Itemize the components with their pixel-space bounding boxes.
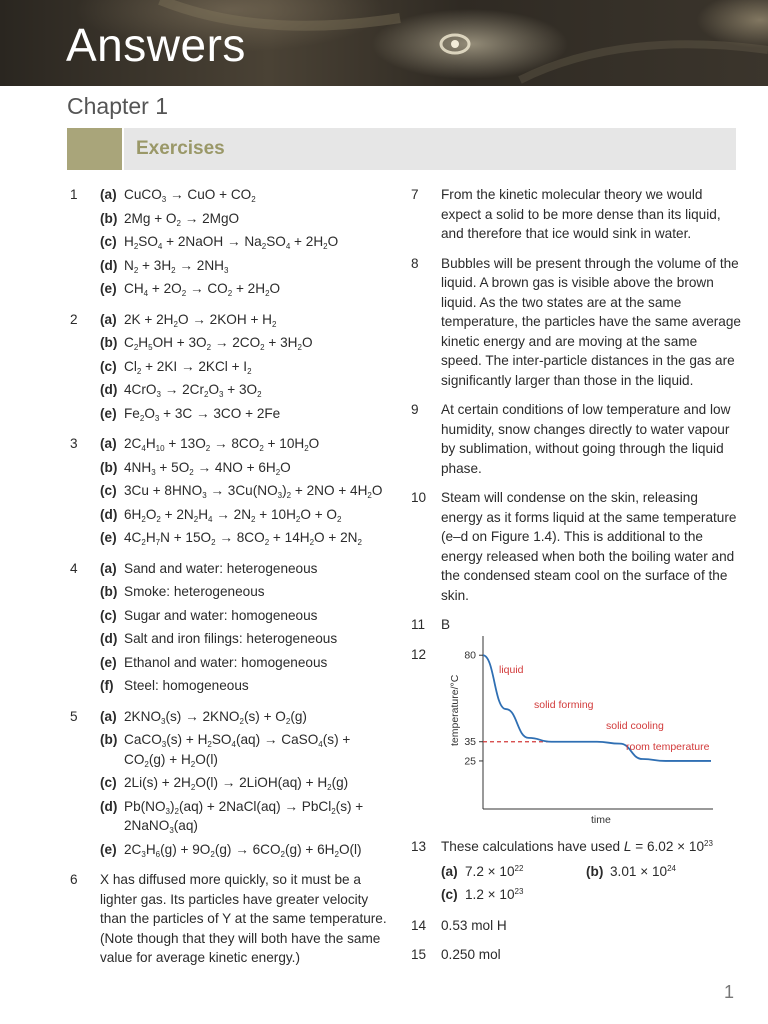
section-title: Exercises [136,138,225,159]
answer-text: $C_2H_5OH + 3O_2 \to 2CO_2 + 3H_2O$ [124,335,313,352]
y-tick-label: 35 [464,736,476,749]
question-number: 5 [70,708,78,724]
question-number: 7 [411,187,419,202]
question-13 [411,837,741,909]
question-8 [411,254,741,391]
part-label: (b) [100,584,118,599]
question-10 [411,488,741,605]
annotation-liquid: liquid [499,664,524,676]
answer-text: $Cl_2 + 2KI \to 2KCl + I_2$ [124,358,252,376]
part-label: (c) [100,358,117,374]
answer-text: $4C_2H_7N + 15O_2 \to 8CO_2 + 14H_2O + 2N_2$ [124,530,362,547]
question-number: 8 [411,255,419,271]
answer-text: $2C_4H_{10} + 13O_2 \to 8CO_2 + 10H_2O$ [124,436,320,453]
intro-text: These calculations have used [441,839,621,854]
question-number: 10 [411,490,427,505]
question-number: 9 [411,402,419,417]
answer-text: $2C_3H_6(g) + 9O_2(g) \to 6CO_2(g) + 6H_2O(l)$ [124,841,362,859]
answer-text: 0.250 mol [441,947,501,962]
part-label: (b) [100,335,118,350]
page-title: Answers [66,19,246,71]
answer-text: $N_2 + 3H_2 \to 2NH_3$ [124,257,229,275]
question-number: 11 [411,617,426,632]
part-label: (a) [100,436,117,451]
answer-text: $1.2 \times 10^{23}$ [465,887,524,902]
question-number: 4 [70,560,78,576]
answer-text: $Pb(NO_3)_2(aq)$ + 2NaCl(aq) → PbCl$_2$(s) + 2NaNO$_3$(aq) [124,798,364,835]
part-label: (a) [100,560,117,576]
answer-text: $2KNO_3(s) \to 2KNO_2(s) + O_2(g)$ [124,708,307,726]
cooling-curve-chart [441,626,731,832]
question-3 [70,434,390,552]
answer-text: Sand and water: heterogeneous [124,560,318,576]
part-label: (d) [100,798,118,814]
y-axis-label: temperature/°C [449,674,461,746]
question-number: 15 [411,947,427,962]
answer-text: 0.53 mol H [441,917,507,933]
answer-text: Steel: homogeneous [124,678,249,693]
answer-text: Smoke: heterogeneous [124,584,265,599]
question-number: 12 [411,646,427,662]
question-7 [411,185,741,244]
answer-text: At certain conditions of low temperature and low humidity, snow changes directly to water vapour by sublimation, without going through the liquid phase. [441,402,731,476]
part-label: (b) [586,863,604,879]
answer-text: Salt and iron filings: heterogeneous [124,631,338,646]
answer-text: $3.01 \times 10^{24}$ [610,863,676,879]
annotation-room-temperature: room temperature [626,741,710,753]
question-number: 3 [70,436,78,451]
question-14 [411,916,741,936]
part-label: (a) [100,311,117,327]
question-number: 14 [411,917,427,933]
answer-text: These calculations have used $L = 6.02 \times 10^{23}$ [441,839,713,854]
part-label: (d) [100,631,118,646]
part-label: (e) [100,405,117,421]
answer-text: B [441,617,451,632]
answer-text: $H_2SO_4$ + 2NaOH → $Na_2SO_4 + 2H_2O$ [124,234,339,251]
part-label: (b) [100,732,118,747]
answer-text: $4NH_3 + 5O_2 \to 4NO + 6H_2O$ [124,459,291,477]
y-tick-label: 80 [464,649,476,662]
part-label: (b) [100,210,118,226]
answer-text: From the kinetic molecular theory we would expect a solid to be more dense than its liquid, and therefore that ice would sink in water. [441,187,721,241]
part-label: (c) [441,887,458,902]
question-4 [70,559,390,700]
answer-text: Sugar and water: homogeneous [124,607,318,623]
part-label: (e) [100,841,117,857]
part-label: (c) [100,775,117,790]
answer-text: Steam will condense on the skin, releasing energy as it forms liquid at the same temperature (e–d on Figure 1.4). This is additional to the energy released when both the boiling water and the condensed steam cool on the surface of the skin. [441,490,737,603]
section-accent [67,128,122,170]
header-banner [0,0,768,86]
chapter-heading: Chapter 1 [67,93,169,119]
part-label: (c) [100,234,117,249]
part-label: (b) [100,459,118,475]
annotation-solid-forming: solid forming [534,699,594,711]
question-number: 13 [411,839,427,854]
part-label: (d) [100,506,118,522]
part-label: (d) [100,382,118,397]
answer-text: $CH_4 + 2O_2 \to CO_2 + 2H_2O$ [124,281,281,298]
answer-text: Bubbles will be present through the volume of the liquid. A brown gas is visible above the brown liquid. As the two states are at the same temperature, the particles have the same average kinetic energy and are moving at the same speed. The inter-particle distances in the gas are significantly larger than those in the liquid. [441,255,741,388]
answer-text: X has diffused more quickly, so it must be a lighter gas. Its particles have greater velocity than the particles of Y at the same temperature. (Note though that they will both have the same value for average kinetic energy.) [100,872,387,965]
page-number: 1 [724,982,735,1002]
question-2 [70,310,390,428]
part-label: (a) [100,708,117,724]
part-label: (e) [100,281,117,296]
answer-text: Ethanol and water: homogeneous [124,654,328,670]
part-label: (a) [100,187,117,202]
question-9 [411,400,741,478]
question-number: 2 [70,311,78,327]
answer-text: $2Li(s) + 2H_2O(l)$ → 2LiOH(aq) + $H_2(g)$ [124,775,349,792]
part-label: (e) [100,530,117,545]
right-column [411,185,741,671]
part-label: (f) [100,678,114,693]
question-1 [70,185,390,303]
answer-text: CuCO$_3$ → CuO + $CO_2$ [124,187,256,204]
left-column [70,185,390,975]
answer-text: $4CrO_3 \to 2Cr_2O_3 + 3O_2$ [124,382,262,399]
part-label: (c) [100,483,117,498]
part-label: (e) [100,654,117,670]
answer-text: $2K + 2H_2O \to 2KOH + H_2$ [124,311,277,329]
question-number: 1 [70,187,78,202]
question-number: 6 [70,872,78,887]
x-axis-label: time [591,814,611,826]
part-label: (c) [100,607,117,623]
part-label: (d) [100,257,118,273]
answer-text: $3Cu + 8HNO_3 \to 3Cu(NO_3)_2 + 2NO + 4H_2O$ [124,483,383,500]
answer-text: $Fe_2O_3 + 3C \to 3CO + 2Fe$ [124,405,281,423]
question-6 [70,870,390,968]
question-15 [411,945,741,965]
part-label: (a) [441,863,458,879]
answer-text: $6H_2O_2 + 2N_2H_4 \to 2N_2 + 10H_2O + O_2$ [124,506,342,524]
answer-text: $2Mg + O_2 \to 2MgO$ [124,210,240,228]
questions-13-15 [411,837,741,972]
question-5 [70,707,390,864]
answer-text: CaCO$_3$(s) + $H_2SO_4(aq)$ → CaSO$_4$(s) + $CO_2(g) + H_2O(l)$ [124,732,351,769]
y-tick-label: 25 [464,755,476,768]
annotation-solid-cooling: solid cooling [606,720,664,732]
answer-text: $7.2 \times 10^{22}$ [465,863,524,879]
